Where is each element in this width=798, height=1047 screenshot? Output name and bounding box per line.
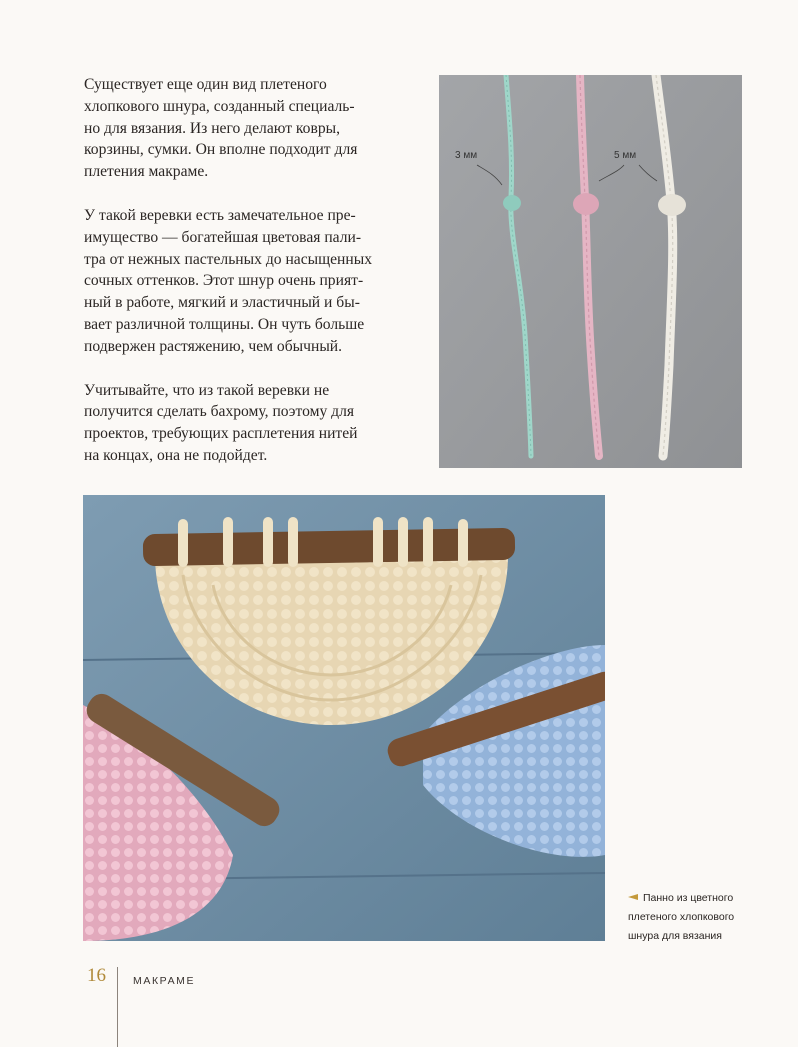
white-knot <box>658 194 686 216</box>
pink-knot <box>573 193 599 215</box>
body-text <box>84 74 410 489</box>
macrame-hangings-photo <box>83 495 605 941</box>
cord-thickness-photo <box>439 75 742 468</box>
page-number: 16 <box>87 965 106 986</box>
label-5mm: 5 мм <box>614 150 637 161</box>
mint-knot <box>503 195 521 211</box>
paragraph-3: Учитывайте, что из такой веревки не получится сделать бахрому, поэтому для проектов, требующих расплетения нитей на концах, она не подойдет. <box>84 381 358 464</box>
label-3mm: 3 мм <box>455 150 478 161</box>
caption-arrow-icon <box>628 894 638 900</box>
running-head: МАКРАМЕ <box>133 975 196 987</box>
photo-caption: Панно из цветного плетеного хлопкового шнура для вязания <box>628 892 735 942</box>
paragraph-2: У такой веревки есть замечательное пре- имущество — богатейшая цветовая пали- тра от нежных пастельных до насыщенных сочных оттенков. Этот шнур очень прият- ный в работе, мягкий и эластичный и бы- вает различной толщины. Он чуть больше подвержен растяжению, чем обычный. <box>84 206 373 355</box>
footer-divider <box>117 967 118 1047</box>
paragraph-1: Существует еще один вид плетеного хлопкового шнура, созданный специаль- но для вязания. Из него делают ковры, корзины, сумки. Он вполне подходит для плетения макраме. <box>84 76 358 181</box>
